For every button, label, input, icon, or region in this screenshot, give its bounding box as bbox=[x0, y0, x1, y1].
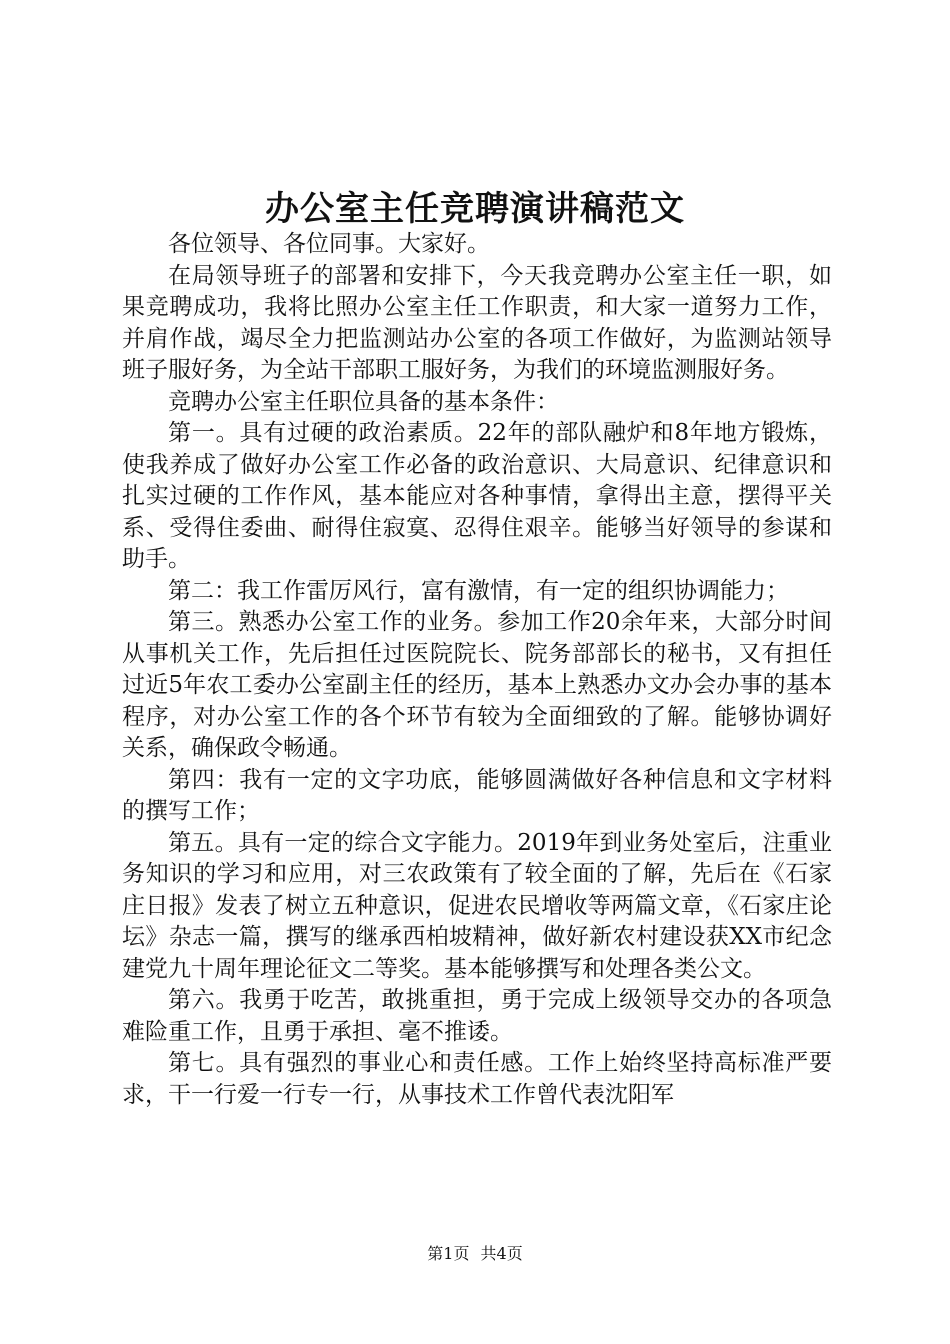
document-body bbox=[122, 229, 832, 1111]
paragraph-greeting: 各位领导、各位同事。大家好。 bbox=[168, 231, 490, 257]
paragraph-condition-2: 第二：我工作雷厉风行，富有激情，有一定的组织协调能力； bbox=[168, 577, 789, 604]
paragraph-conditions-heading: 竞聘办公室主任职位具备的基本条件： bbox=[168, 388, 559, 415]
page-number: 第1页 bbox=[427, 1244, 470, 1263]
paragraph-condition-4: 第四：我有一定的文字功底，能够圆满做好各种信息和文字材料的撰写工作； bbox=[122, 766, 832, 824]
page-total: 共4页 bbox=[480, 1244, 523, 1263]
paragraph-condition-3: 第三。熟悉办公室工作的业务。参加工作20余年来，大部分时间从事机关工作，先后担任过医院院长、院务部部长的秘书，又有担任过近5年农工委办公室副主任的经历，基本上熟悉办文办会办事的基本程序，对办公室工作的各个环节有较为全面细致的了解。能够协调好关系，确保政令畅通。 bbox=[122, 609, 832, 761]
document-title: 办公室主任竞聘演讲稿范文 bbox=[265, 189, 685, 229]
paragraph-condition-7: 第七。具有强烈的事业心和责任感。工作上始终坚持高标准严要求，干一行爱一行专一行，从事技术工作曾代表沈阳军 bbox=[122, 1050, 832, 1108]
paragraph-condition-6: 第六。我勇于吃苦，敢挑重担，勇于完成上级领导交办的各项急难险重工作，且勇于承担、毫不推诿。 bbox=[122, 987, 832, 1045]
page-footer bbox=[0, 1244, 950, 1264]
paragraph-condition-5: 第五。具有一定的综合文字能力。2019年到业务处室后，注重业务知识的学习和应用，对三农政策有了较全面的了解，先后在《石家庄日报》发表了树立五种意识，促进农民增收等两篇文章，《石家庄论坛》杂志一篇，撰写的继承西柏坡精神，做好新农村建设获XX市纪念建党九十周年理论征文二等奖。基本能够撰写和处理各类公文。 bbox=[122, 829, 832, 982]
paragraph-intro: 在局领导班子的部署和安排下，今天我竞聘办公室主任一职，如果竞聘成功，我将比照办公室主任工作职责，和大家一道努力工作，并肩作战，竭尽全力把监测站办公室的各项工作做好，为监测站领导班子服好务，为全站干部职工服好务，为我们的环境监测服好务。 bbox=[122, 262, 832, 383]
paragraph-condition-1: 第一。具有过硬的政治素质。22年的部队融炉和8年地方锻炼，使我养成了做好办公室工作必备的政治意识、大局意识、纪律意识和扎实过硬的工作作风，基本能应对各种事情，拿得出主意，摆得平关系、受得住委曲、耐得住寂寞、忍得住艰辛。能够当好领导的参谋和助手。 bbox=[122, 420, 832, 572]
